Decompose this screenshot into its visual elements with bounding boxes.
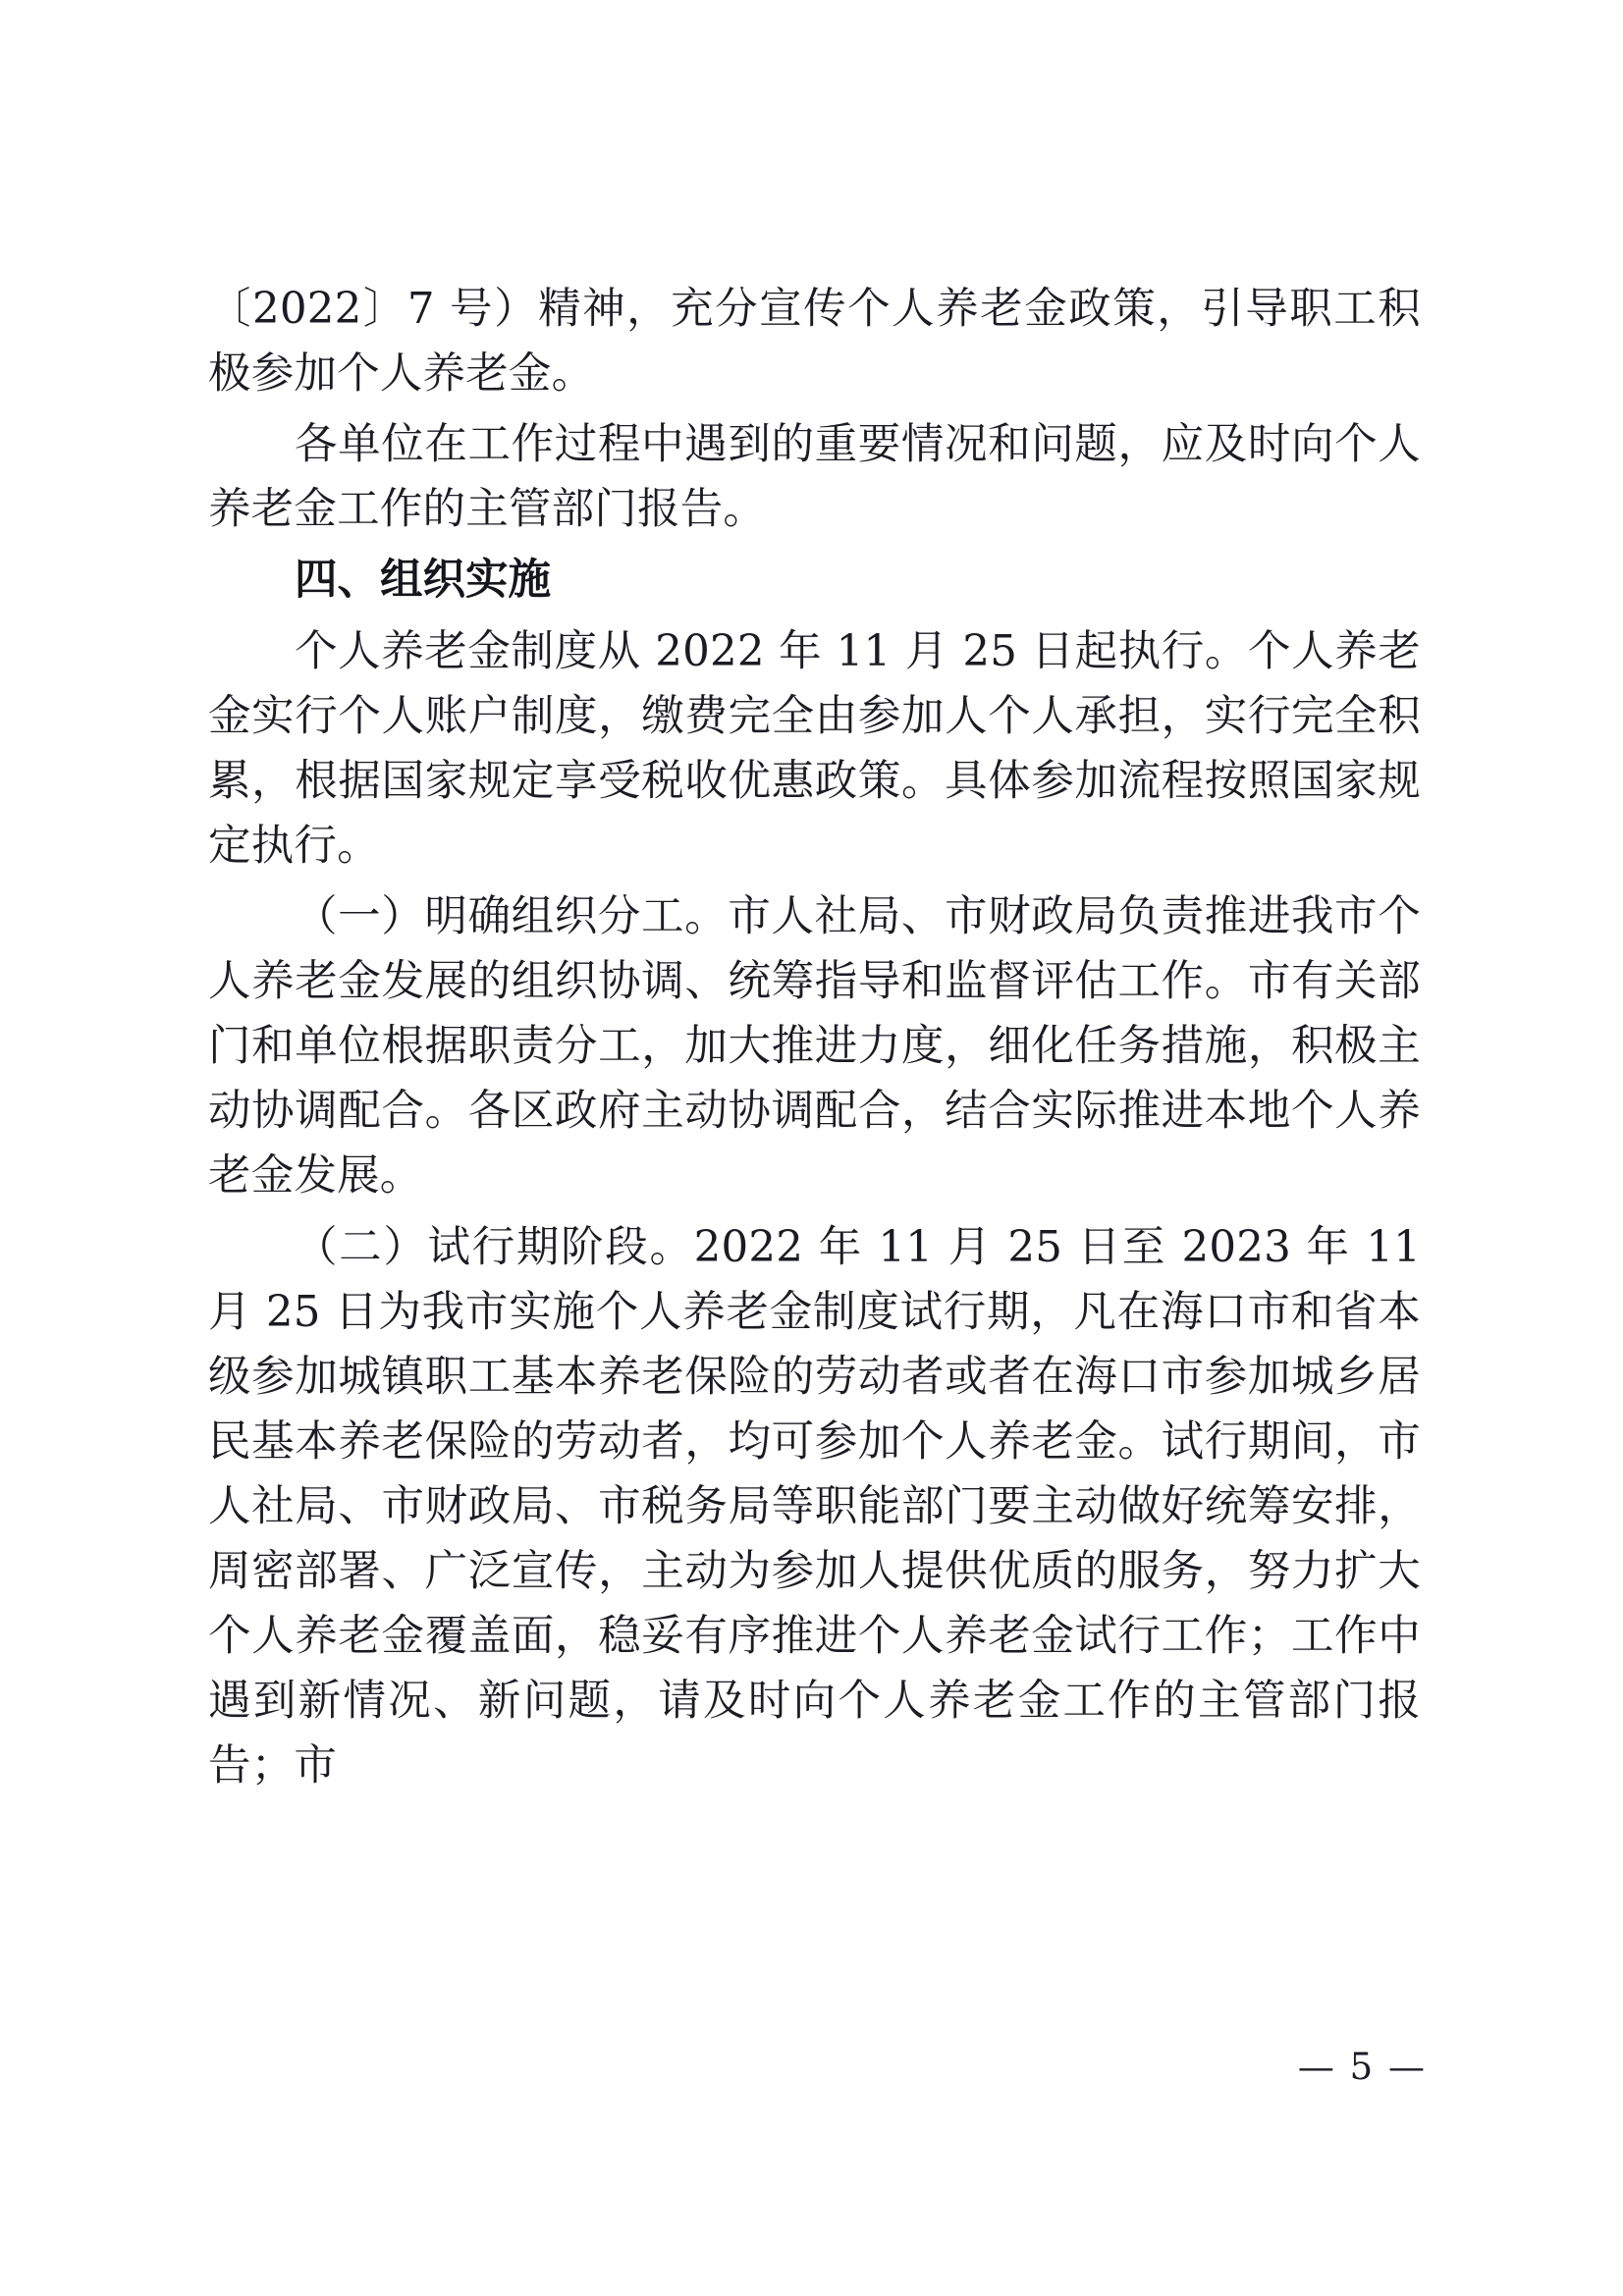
document-body bbox=[208, 277, 1421, 1805]
page-number: — 5 — bbox=[1297, 2046, 1427, 2088]
paragraph-report-requirement: 各单位在工作过程中遇到的重要情况和问题，应及时向个人养老金工作的主管部门报告。 bbox=[208, 420, 1421, 535]
paragraph-item-two: （二）试行期阶段。2022 年 11 月 25 日至 2023 年 11 月 25 日为我市实施个人养老金制度试行期，凡在海口市和省本级参加城镇职工基本养老保险的劳动者或者在海口市参加城乡居民基本养老保险的劳动者，均可参加个人养老金。试行期间，市人社局、市财政局、市税务局等职能部门要主动做好统筹安排，周密部署、广泛宣传，主动为参加人提供优质的服务，努力扩大个人养老金覆盖面，稳妥有序推进个人养老金试行工作；工作中遇到新情况、新问题，请及时向个人养老金工作的主管部门报告；市 bbox=[208, 1222, 1421, 1791]
paragraph-continuation: 〔2022〕7 号）精神，充分宣传个人养老金政策，引导职工积极参加个人养老金。 bbox=[208, 285, 1421, 400]
paragraph-item-one: （一）明确组织分工。市人社局、市财政局负责推进我市个人养老金发展的组织协调、统筹指导和监督评估工作。市有关部门和单位根据职责分工，加大推进力度，细化任务措施，积极主动协调配合。各区政府主动协调配合，结合实际推进本地个人养老金发展。 bbox=[208, 891, 1421, 1201]
section-heading-organization: 四、组织实施 bbox=[295, 556, 551, 606]
paragraph-system-start: 个人养老金制度从 2022 年 11 月 25 日起执行。个人养老金实行个人账户制度，缴费完全由参加人个人承担，实行完全积累，根据国家规定享受税收优惠政策。具体参加流程按照国家规定执行。 bbox=[208, 626, 1421, 871]
